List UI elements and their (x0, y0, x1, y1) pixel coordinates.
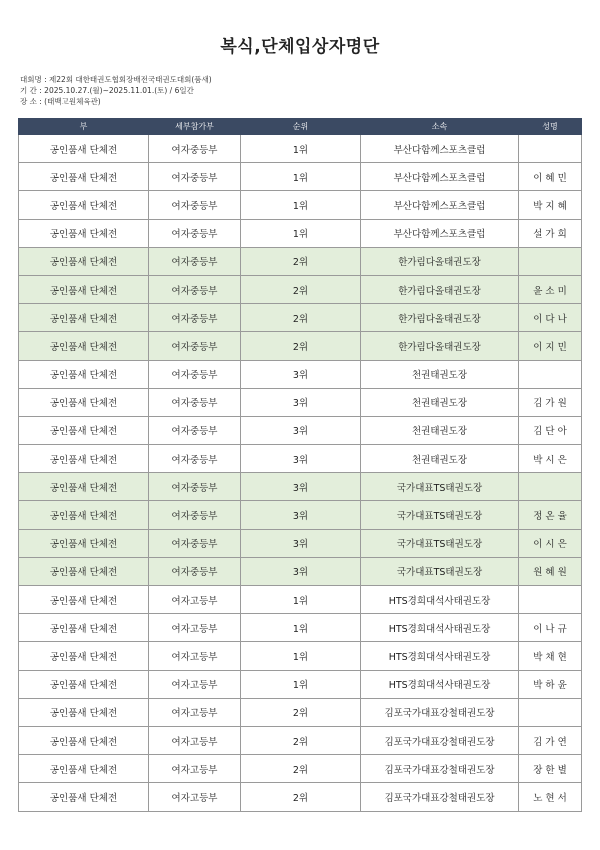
cell-sub-division: 여자고등부 (149, 698, 241, 726)
cell-division: 공인품새 단체전 (19, 529, 149, 557)
cell-sub-division: 여자고등부 (149, 726, 241, 754)
cell-name: 설 가 희 (519, 219, 582, 247)
cell-sub-division: 여자고등부 (149, 642, 241, 670)
table-row (19, 642, 582, 670)
cell-team: 김포국가대표강철태권도장 (361, 726, 519, 754)
cell-name: 정 온 율 (519, 501, 582, 529)
cell-division: 공인품새 단체전 (19, 642, 149, 670)
cell-division: 공인품새 단체전 (19, 783, 149, 811)
cell-rank: 1위 (241, 219, 361, 247)
cell-name: 윤 소 미 (519, 275, 582, 303)
table-row (19, 275, 582, 303)
cell-division: 공인품새 단체전 (19, 726, 149, 754)
cell-name: 김 단 아 (519, 416, 582, 444)
cell-name: 이 나 규 (519, 614, 582, 642)
cell-name: 박 채 현 (519, 642, 582, 670)
cell-team: HTS경희대석사태권도장 (361, 670, 519, 698)
cell-rank: 3위 (241, 416, 361, 444)
cell-sub-division: 여자고등부 (149, 586, 241, 614)
table-row (19, 416, 582, 444)
cell-rank: 1위 (241, 642, 361, 670)
cell-name (519, 360, 582, 388)
table-row (19, 755, 582, 783)
cell-rank: 3위 (241, 529, 361, 557)
header-sub-division: 세부참가부 (149, 119, 241, 135)
cell-rank: 2위 (241, 783, 361, 811)
cell-team: HTS경희대석사태권도장 (361, 642, 519, 670)
table-row (19, 219, 582, 247)
cell-rank: 3위 (241, 501, 361, 529)
table-row (19, 247, 582, 275)
cell-division: 공인품새 단체전 (19, 304, 149, 332)
cell-rank: 3위 (241, 360, 361, 388)
cell-name: 김 가 연 (519, 726, 582, 754)
cell-rank: 2위 (241, 698, 361, 726)
cell-team: 한가림다올태권도장 (361, 332, 519, 360)
cell-sub-division: 여자고등부 (149, 755, 241, 783)
table-row (19, 163, 582, 191)
cell-name: 박 하 윤 (519, 670, 582, 698)
table-row (19, 304, 582, 332)
cell-rank: 2위 (241, 755, 361, 783)
cell-name (519, 698, 582, 726)
cell-division: 공인품새 단체전 (19, 698, 149, 726)
table-row (19, 473, 582, 501)
cell-name: 박 지 혜 (519, 191, 582, 219)
table-row (19, 557, 582, 585)
cell-team: 천권태권도장 (361, 388, 519, 416)
cell-division: 공인품새 단체전 (19, 275, 149, 303)
cell-division: 공인품새 단체전 (19, 501, 149, 529)
cell-team: 천권태권도장 (361, 445, 519, 473)
cell-division: 공인품새 단체전 (19, 163, 149, 191)
cell-team: 부산다함께스포츠클럽 (361, 191, 519, 219)
competition-venue: 장 소 : (태백고원체육관) (20, 97, 101, 106)
page-title: 복식,단체입상자명단 (220, 37, 380, 57)
cell-name: 박 시 은 (519, 445, 582, 473)
cell-sub-division: 여자중등부 (149, 445, 241, 473)
cell-rank: 1위 (241, 163, 361, 191)
cell-team: HTS경희대석사태권도장 (361, 614, 519, 642)
header-team: 소속 (361, 119, 519, 135)
cell-division: 공인품새 단체전 (19, 755, 149, 783)
table-row (19, 135, 582, 163)
cell-division: 공인품새 단체전 (19, 473, 149, 501)
cell-sub-division: 여자중등부 (149, 247, 241, 275)
cell-name: 이 다 나 (519, 304, 582, 332)
cell-name: 이 시 은 (519, 529, 582, 557)
cell-rank: 1위 (241, 586, 361, 614)
cell-team: 국가대표TS태권도장 (361, 557, 519, 585)
cell-division: 공인품새 단체전 (19, 614, 149, 642)
cell-name (519, 586, 582, 614)
cell-division: 공인품새 단체전 (19, 360, 149, 388)
table-row (19, 501, 582, 529)
cell-rank: 1위 (241, 191, 361, 219)
cell-sub-division: 여자중등부 (149, 135, 241, 163)
cell-rank: 1위 (241, 614, 361, 642)
competition-name: 대회명 : 제22회 대한태권도협회장배전국태권도대회(품새) (20, 75, 212, 84)
event-info (20, 74, 212, 107)
cell-division: 공인품새 단체전 (19, 586, 149, 614)
cell-sub-division: 여자중등부 (149, 388, 241, 416)
table-row (19, 445, 582, 473)
cell-division: 공인품새 단체전 (19, 219, 149, 247)
cell-division: 공인품새 단체전 (19, 670, 149, 698)
cell-team: 천권태권도장 (361, 360, 519, 388)
cell-rank: 2위 (241, 332, 361, 360)
cell-rank: 2위 (241, 726, 361, 754)
cell-sub-division: 여자고등부 (149, 783, 241, 811)
cell-team: 국가대표TS태권도장 (361, 529, 519, 557)
cell-rank: 3위 (241, 388, 361, 416)
cell-team: 김포국가대표강철태권도장 (361, 698, 519, 726)
cell-name: 노 현 서 (519, 783, 582, 811)
cell-sub-division: 여자중등부 (149, 501, 241, 529)
table-row (19, 783, 582, 811)
cell-team: 김포국가대표강철태권도장 (361, 755, 519, 783)
cell-name: 이 지 민 (519, 332, 582, 360)
cell-rank: 1위 (241, 670, 361, 698)
cell-name: 김 가 원 (519, 388, 582, 416)
cell-rank: 3위 (241, 473, 361, 501)
cell-sub-division: 여자중등부 (149, 191, 241, 219)
cell-sub-division: 여자중등부 (149, 275, 241, 303)
cell-sub-division: 여자중등부 (149, 473, 241, 501)
cell-name (519, 473, 582, 501)
table-row (19, 388, 582, 416)
table-row (19, 529, 582, 557)
cell-rank: 1위 (241, 135, 361, 163)
cell-team: 부산다함께스포츠클럽 (361, 219, 519, 247)
cell-team: 김포국가대표강철태권도장 (361, 783, 519, 811)
table-row (19, 586, 582, 614)
cell-division: 공인품새 단체전 (19, 135, 149, 163)
table-row (19, 698, 582, 726)
cell-rank: 3위 (241, 445, 361, 473)
cell-rank: 2위 (241, 247, 361, 275)
cell-team: 한가림다올태권도장 (361, 304, 519, 332)
cell-sub-division: 여자중등부 (149, 163, 241, 191)
table-row (19, 191, 582, 219)
cell-sub-division: 여자중등부 (149, 219, 241, 247)
cell-rank: 3위 (241, 557, 361, 585)
cell-team: 천권태권도장 (361, 416, 519, 444)
cell-rank: 2위 (241, 275, 361, 303)
cell-division: 공인품새 단체전 (19, 247, 149, 275)
table-row (19, 670, 582, 698)
header-rank: 순위 (241, 119, 361, 135)
cell-sub-division: 여자중등부 (149, 360, 241, 388)
cell-team: 한가림다올태권도장 (361, 275, 519, 303)
table-body (19, 135, 582, 812)
cell-team: 한가림다올태권도장 (361, 247, 519, 275)
cell-sub-division: 여자중등부 (149, 416, 241, 444)
cell-division: 공인품새 단체전 (19, 557, 149, 585)
results-table (18, 118, 582, 812)
cell-sub-division: 여자중등부 (149, 332, 241, 360)
table-row (19, 360, 582, 388)
cell-name: 원 혜 원 (519, 557, 582, 585)
cell-name: 이 혜 민 (519, 163, 582, 191)
table-header-row (19, 119, 582, 135)
cell-team: 부산다함께스포츠클럽 (361, 163, 519, 191)
cell-sub-division: 여자고등부 (149, 614, 241, 642)
cell-sub-division: 여자고등부 (149, 670, 241, 698)
cell-team: 부산다함께스포츠클럽 (361, 135, 519, 163)
cell-sub-division: 여자중등부 (149, 557, 241, 585)
competition-period: 기 간 : 2025.10.27.(월)~2025.11.01.(토) / 6일간 (20, 86, 194, 95)
cell-division: 공인품새 단체전 (19, 191, 149, 219)
cell-division: 공인품새 단체전 (19, 416, 149, 444)
cell-name (519, 135, 582, 163)
cell-sub-division: 여자중등부 (149, 529, 241, 557)
cell-division: 공인품새 단체전 (19, 388, 149, 416)
cell-division: 공인품새 단체전 (19, 445, 149, 473)
table-row (19, 726, 582, 754)
table-row (19, 332, 582, 360)
cell-name (519, 247, 582, 275)
cell-name: 장 한 별 (519, 755, 582, 783)
cell-team: 국가대표TS태권도장 (361, 501, 519, 529)
cell-sub-division: 여자중등부 (149, 304, 241, 332)
header-division: 부 (19, 119, 149, 135)
cell-team: 국가대표TS태권도장 (361, 473, 519, 501)
cell-division: 공인품새 단체전 (19, 332, 149, 360)
header-name: 성명 (519, 119, 582, 135)
cell-rank: 2위 (241, 304, 361, 332)
table-row (19, 614, 582, 642)
cell-team: HTS경희대석사태권도장 (361, 586, 519, 614)
